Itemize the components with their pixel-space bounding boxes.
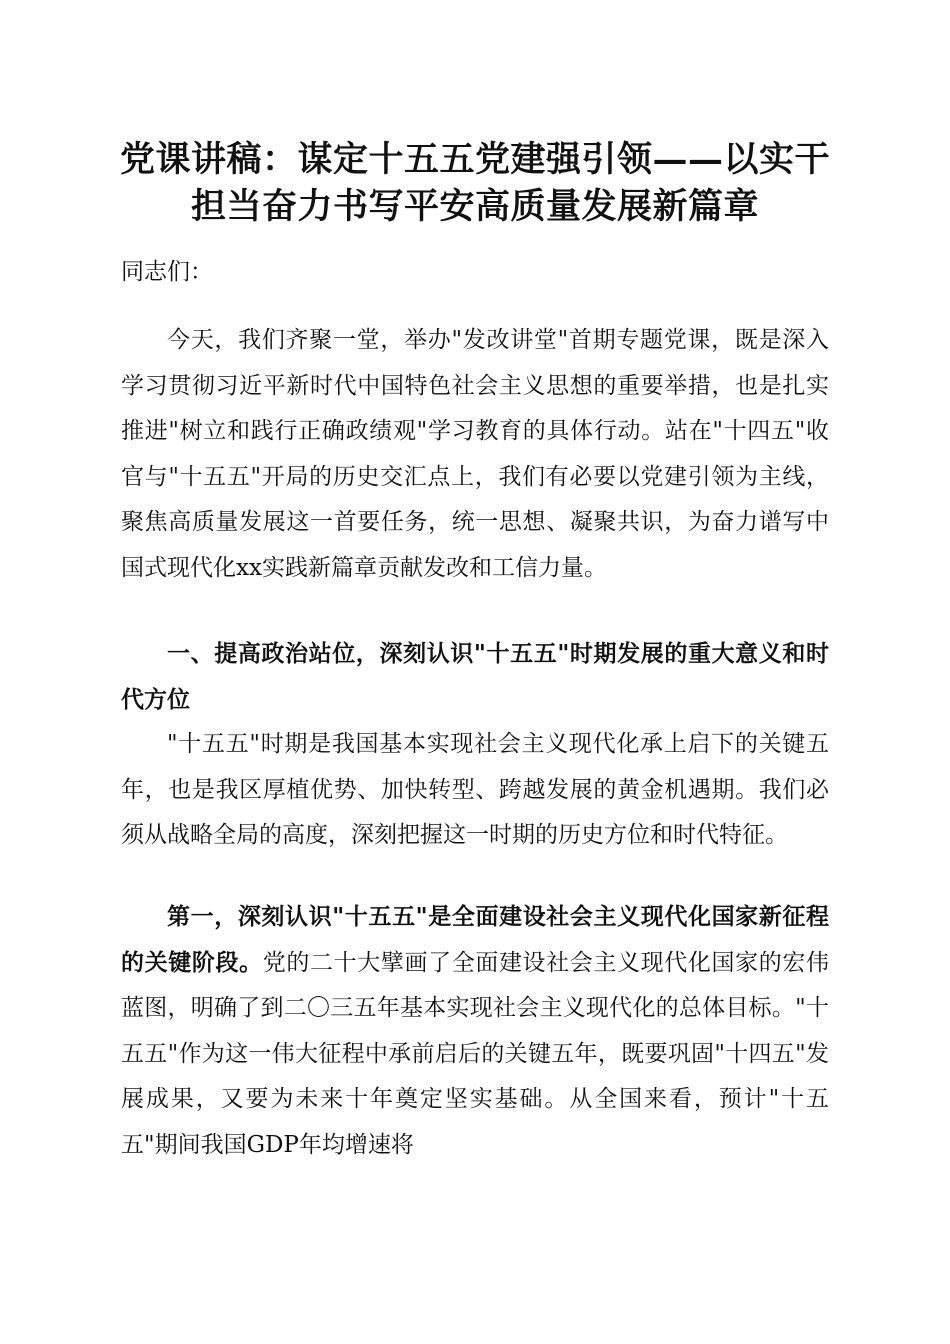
first-point-body: 党的二十大擘画了全面建设社会主义现代化国家的宏伟蓝图，明确了到二〇三五年基本实现社会主义现代化的总体目标。"十五五"作为这一伟大征程中承前启后的关键五年，既要巩固"十四五"发展成果，又要为未来十年奠定坚实基础。从全国来看，预计"十五五"期间我国GDP年均增速将	[121, 949, 830, 1158]
salutation: 同志们：	[121, 259, 213, 285]
first-point-lead: 第一，深刻认识"十五五"是全面建设社会主义现代化国家新征程的关键阶段。	[121, 904, 829, 976]
paragraph-first-point	[121, 895, 829, 1168]
paragraph-intro: 今天，我们齐聚一堂，举办"发改讲堂"首期专题党课，既是深入学习贯彻习近平新时代中国特色社会主义思想的重要举措，也是扎实推进"树立和践行正确政绩观"学习教育的具体行动。站在"十四五"收官与"十五五"开局的历史交汇点上，我们有必要以党建引领为主线，聚焦高质量发展这一首要任务，统一思想、凝聚共识，为奋力谱写中国式现代化xx实践新篇章贡献发改和工信力量。	[121, 327, 829, 581]
section-heading-1: 一、提高政治站位，深刻认识"十五五"时期发展的重大意义和时代方位	[121, 641, 829, 713]
paragraph-context: "十五五"时期是我国基本实现社会主义现代化承上启下的关键五年，也是我区厚植优势、加快转型、跨越发展的黄金机遇期。我们必须从战略全局的高度，深刻把握这一时期的历史方位和时代特征。	[121, 731, 829, 848]
document-title-line-2: 担当奋力书写平安高质量发展新篇章	[190, 186, 759, 227]
document-title-line-1: 党课讲稿：谋定十五五党建强引领——以实干	[119, 139, 830, 180]
